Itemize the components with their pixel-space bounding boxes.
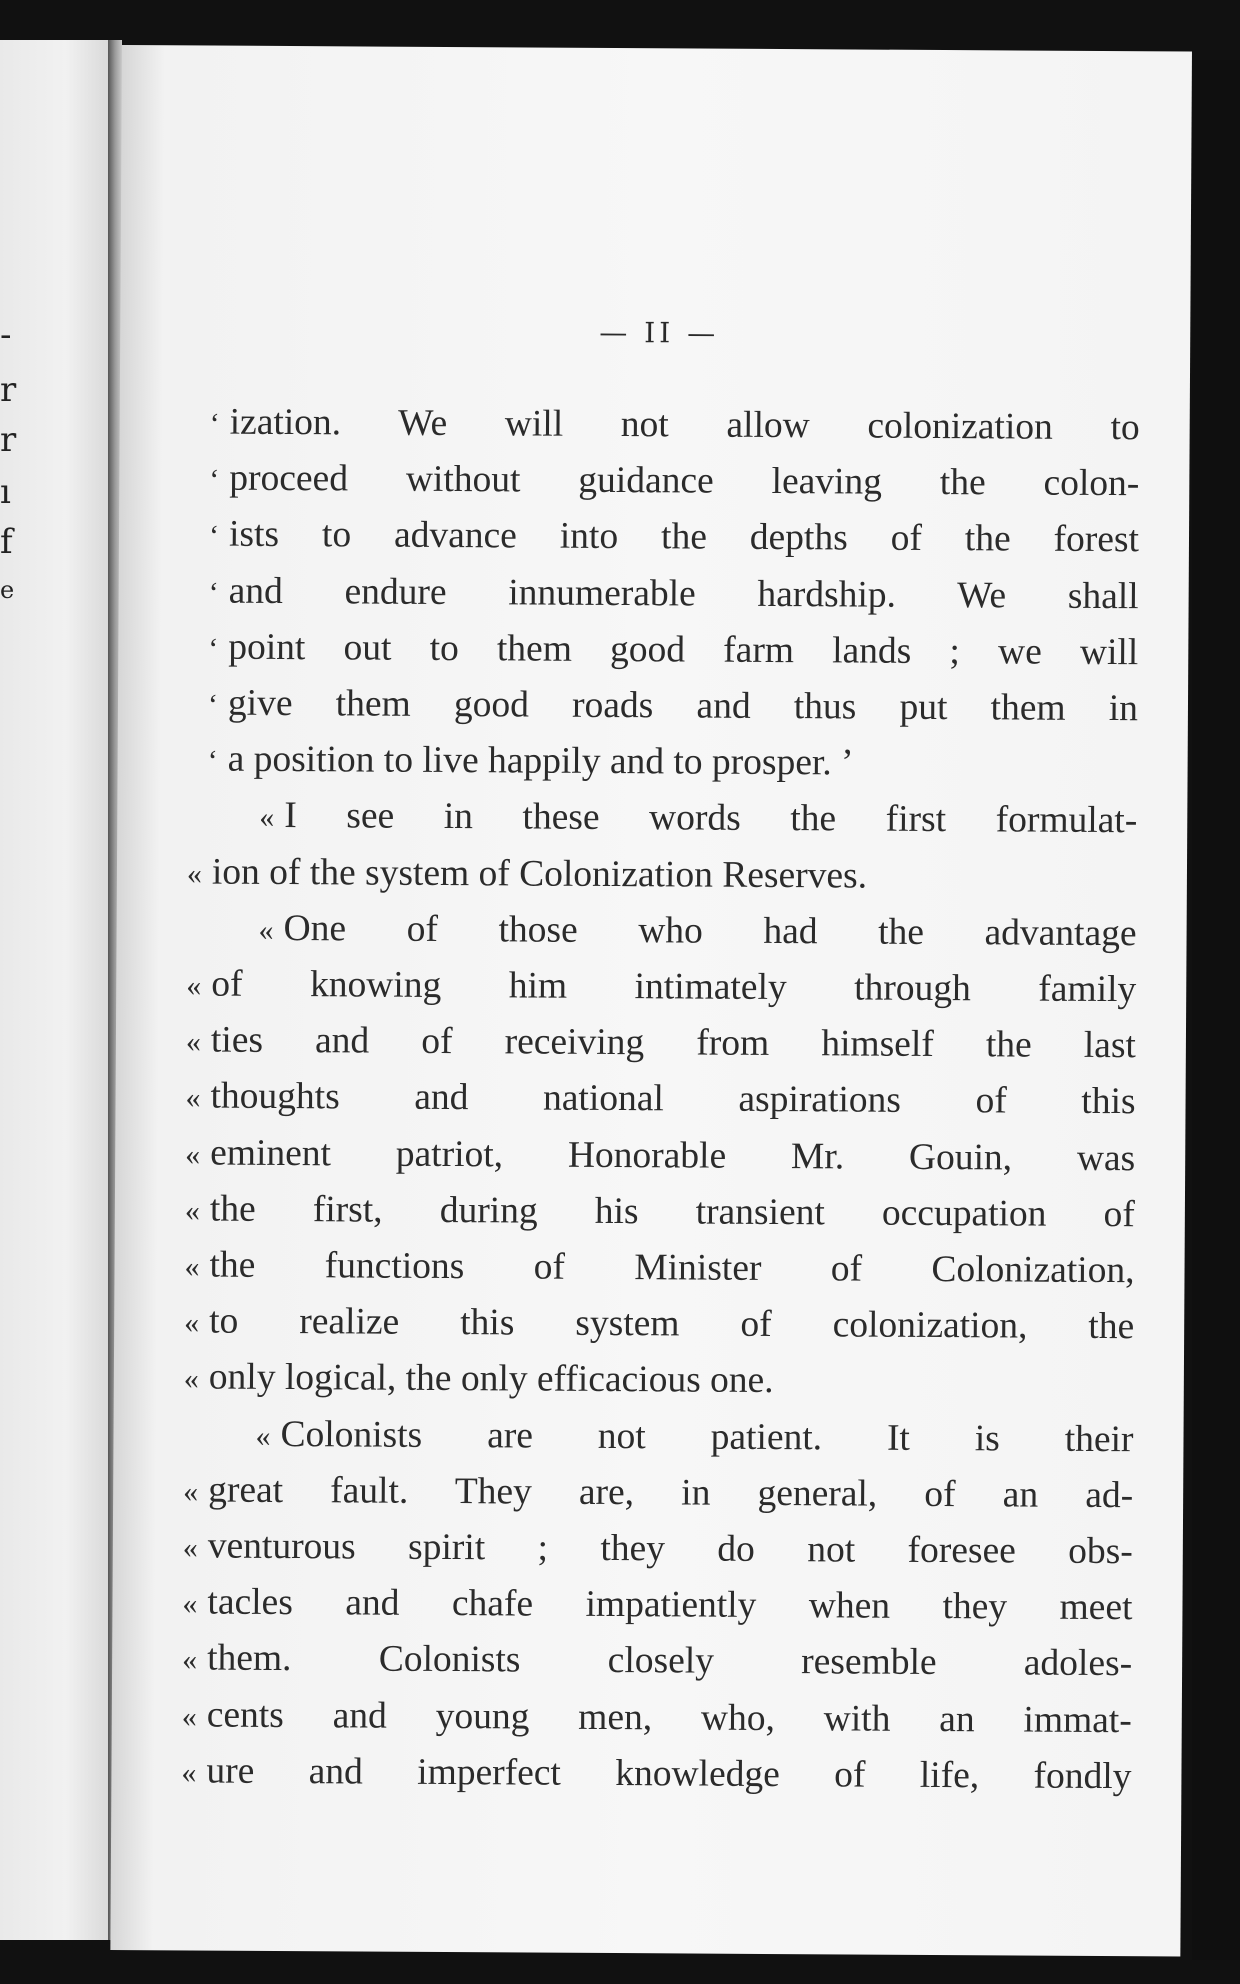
book-page: [110, 45, 1192, 1957]
page-number: — II —: [599, 315, 720, 350]
text-line: [187, 845, 1137, 907]
line-text: tacles and chafe impatiently when they meet: [207, 1581, 1133, 1629]
quote-mark: «: [184, 1250, 200, 1284]
line-text: ties and of receiving from himself the last: [210, 1019, 1137, 1067]
line-text: great fault. They are, in general, of an ad-: [208, 1469, 1134, 1517]
text-line: [184, 1238, 1134, 1300]
quote-mark: «: [185, 1081, 201, 1115]
quote-mark: ‘: [208, 632, 219, 666]
prev-page-fragment: r: [0, 420, 17, 460]
quote-mark: «: [181, 1756, 197, 1790]
text-line: [183, 1407, 1133, 1469]
line-text: ization. We will not allow colonization to: [229, 401, 1140, 449]
quote-mark: «: [183, 1475, 199, 1509]
text-line: [188, 564, 1138, 626]
text-line: [185, 1070, 1135, 1132]
line-text: and endure innumerable hardship. We shall: [228, 570, 1139, 617]
text-line: [186, 901, 1136, 963]
quote-mark: «: [258, 913, 274, 947]
text-line: [188, 620, 1138, 682]
quote-mark: «: [185, 1138, 201, 1172]
line-text: cents and young men, who, with an immat-: [206, 1694, 1132, 1741]
text-line: [188, 676, 1138, 738]
quote-mark: ‘: [209, 407, 220, 441]
line-text: Colonists are not patient. It is their: [280, 1413, 1134, 1460]
text-line: [182, 1632, 1132, 1694]
quote-mark: «: [255, 1419, 271, 1453]
line-text: eminent patriot, Honorable Mr. Gouin, was: [210, 1132, 1136, 1179]
text-line: [187, 733, 1137, 795]
quote-mark: «: [182, 1531, 198, 1565]
line-text: proceed without guidance leaving the colon-: [229, 457, 1140, 505]
quote-mark: ‘: [207, 744, 218, 778]
line-text: ure and imperfect knowledge of life, fondly: [206, 1750, 1132, 1798]
text-line: [190, 395, 1140, 457]
text-line: [182, 1688, 1132, 1750]
text-line: [183, 1519, 1133, 1581]
line-text: the functions of Minister of Colonization,: [209, 1244, 1135, 1292]
line-text: point out to them good farm lands ; we will: [228, 626, 1139, 674]
text-line: [184, 1295, 1134, 1357]
line-text: the first, during his transient occupation of: [209, 1188, 1135, 1236]
prev-page-fragment: e: [0, 576, 15, 604]
line-text: only logical, the only efficacious one.: [208, 1357, 774, 1402]
previous-page-edge: [0, 40, 110, 1940]
text-line: [185, 1126, 1135, 1188]
page-body-text: [181, 395, 1140, 1806]
quote-mark: ‘: [207, 688, 219, 722]
line-text: One of those who had the advantage: [283, 907, 1137, 955]
line-text: ists to advance into the depths of the forest: [228, 514, 1140, 561]
prev-page-fragment: f: [0, 522, 13, 562]
text-line: [186, 1014, 1136, 1076]
text-line: [184, 1351, 1134, 1413]
quote-mark: «: [186, 969, 202, 1003]
quote-mark: «: [181, 1700, 197, 1734]
text-line: [183, 1463, 1133, 1525]
quote-mark: «: [259, 801, 275, 835]
line-text: of knowing him intimately through family: [211, 963, 1137, 1011]
line-text: thoughts and national aspirations of this: [210, 1075, 1136, 1123]
line-text: them. Colonists closely resemble adoles-: [207, 1638, 1133, 1685]
prev-page-fragment: ı: [0, 472, 11, 512]
text-line: [181, 1744, 1131, 1806]
quote-mark: «: [185, 1025, 202, 1059]
quote-mark: «: [184, 1306, 200, 1340]
prev-page-fragment: r: [0, 370, 17, 410]
text-line: [185, 1182, 1135, 1244]
quote-mark: «: [186, 857, 203, 891]
quote-mark: «: [182, 1643, 198, 1677]
line-text: ion of the system of Colonization Reserves.: [211, 851, 868, 897]
quote-mark: «: [184, 1194, 200, 1228]
text-line: [189, 508, 1139, 570]
text-line: [189, 452, 1139, 514]
text-line: [187, 789, 1137, 851]
quote-mark: «: [182, 1587, 198, 1621]
line-text: venturous spirit ; they do not foresee obs-: [207, 1525, 1133, 1573]
line-text: give them good roads and thus put them in: [227, 682, 1139, 730]
text-line: [182, 1576, 1132, 1638]
line-text: a position to live happily and to prosper. ’: [227, 738, 854, 784]
line-text: I see in these words the first formulat-: [284, 795, 1138, 842]
quote-mark: «: [183, 1362, 199, 1396]
quote-mark: ‘: [208, 519, 220, 554]
prev-page-fragment: -: [0, 315, 12, 355]
line-text: to realize this system of colonization, the: [209, 1300, 1135, 1348]
quote-mark: ‘: [208, 576, 219, 610]
quote-mark: ‘: [209, 463, 220, 497]
scanner-background-edge: [1192, 60, 1240, 1960]
text-line: [186, 957, 1136, 1019]
